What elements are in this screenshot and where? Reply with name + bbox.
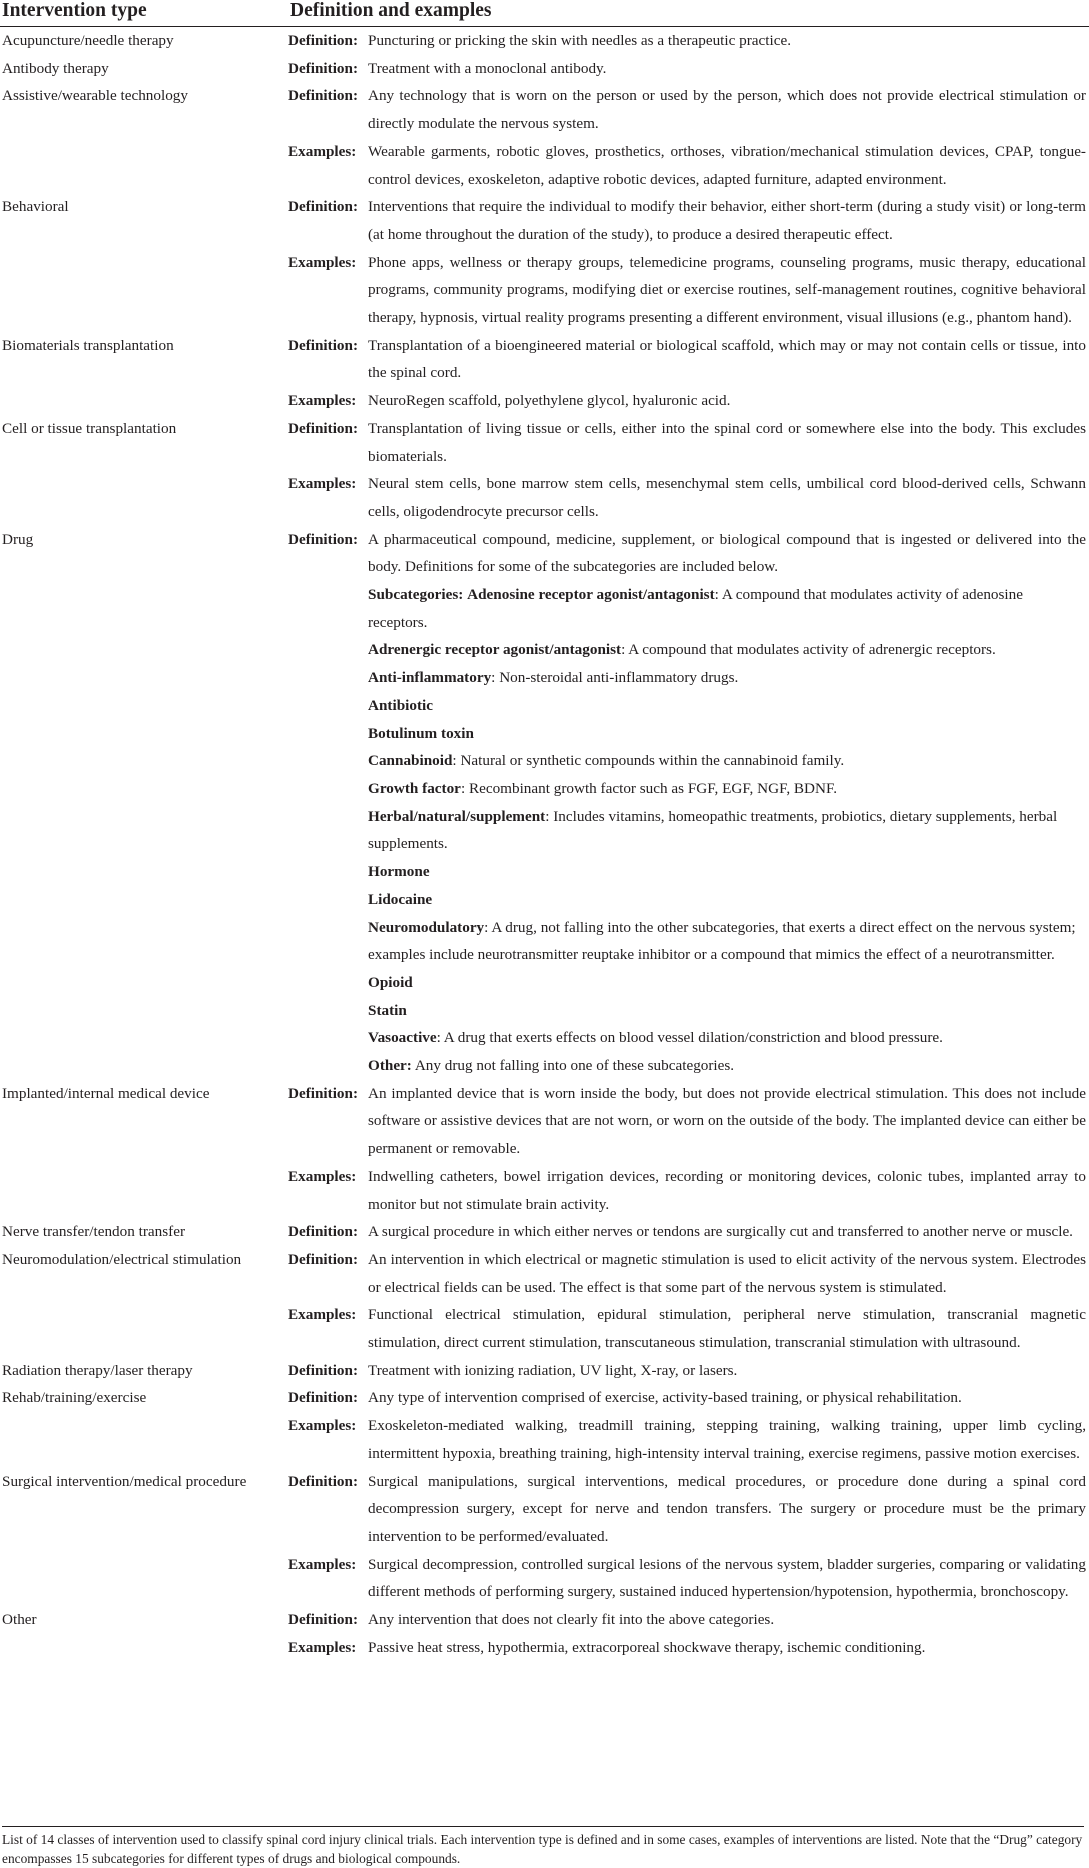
definition-text: An intervention in which electrical or magnetic stimulation is used to elicit activity of the nervous system. Electrodes or electrical fields can be used. The effect is that some part of the nervous system is stimulated.	[368, 1250, 1086, 1296]
intervention-type: Rehab/training/exercise	[2, 1389, 147, 1407]
intervention-type: Assistive/wearable technology	[2, 87, 188, 105]
examples-text: Wearable garments, robotic gloves, prosthetics, orthoses, vibration/mechanical stimulation devices, CPAP, tongue-control devices, exoskeleton, adaptive robotic devices, adapted furniture, adapted environment.	[368, 142, 1086, 188]
subcategory-name: Neuromodulatory	[368, 918, 485, 936]
subcategories-spacer	[288, 581, 368, 1080]
examples-text: Functional electrical stimulation, epidural stimulation, peripheral nerve stimulation, transcranial magnetic stimulation, direct current stimulation, transcutaneous stimulation, transcranial stimulation with ultrasound.	[368, 1306, 1086, 1352]
subcategory-item	[368, 664, 1086, 692]
subcategory-name: Botulinum toxin	[368, 724, 474, 742]
intervention-type: Acupuncture/needle therapy	[2, 32, 174, 49]
definition-text: Any intervention that does not clearly fit into the above categories.	[368, 1611, 775, 1629]
subcategory-list	[368, 581, 1089, 1080]
definition-label: Definition:	[288, 198, 359, 216]
definition-entry	[288, 1606, 1089, 1634]
table-row	[0, 1468, 1089, 1607]
subcategory-item	[368, 775, 1086, 803]
table-row	[0, 55, 1089, 83]
table-row	[0, 332, 1089, 415]
subcategory-name: Adrenergic receptor agonist/antagonist	[368, 641, 622, 659]
intervention-type: Radiation therapy/laser therapy	[2, 1361, 193, 1379]
definition-text: Treatment with ionizing radiation, UV light, X-ray, or lasers.	[368, 1361, 738, 1379]
definition-cell	[288, 193, 1089, 332]
header-intervention-type: Intervention type	[0, 0, 288, 27]
table-row	[0, 1218, 1089, 1246]
subcategory-name: Other:	[368, 1057, 412, 1075]
definition-text: Puncturing or pricking the skin with needles as a therapeutic practice.	[368, 32, 792, 49]
definition-label: Definition:	[288, 530, 359, 548]
examples-entry	[288, 470, 1089, 525]
examples-entry	[288, 387, 1089, 415]
table-row	[0, 1357, 1089, 1385]
subcategory-item	[368, 581, 1086, 636]
examples-text: NeuroRegen scaffold, polyethylene glycol, hyaluronic acid.	[368, 392, 731, 410]
definition-cell	[288, 55, 1089, 83]
definition-label: Definition:	[288, 1361, 359, 1379]
examples-label: Examples:	[288, 475, 357, 493]
subcategory-name: Herbal/natural/supplement	[368, 807, 546, 825]
definition-entry	[288, 415, 1089, 470]
definition-entry	[288, 1357, 1089, 1385]
definition-text: Transplantation of a bioengineered material or biological scaffold, which may or may not contain cells or tissue, into the spinal cord.	[368, 336, 1086, 382]
examples-text: Indwelling catheters, bowel irrigation devices, recording or monitoring devices, colonic tubes, implanted array to monitor but not stimulate brain activity.	[368, 1167, 1086, 1213]
definition-text: Interventions that require the individual to modify their behavior, either short-term (during a study visit) or long-term (at home throughout the duration of the study), to produce a desired therapeutic effect.	[368, 198, 1086, 243]
subcategory-desc: : A drug that exerts effects on blood vessel dilation/constriction and blood pressure.	[436, 1029, 943, 1047]
definition-label: Definition:	[288, 336, 359, 354]
definition-text: Any technology that is worn on the person or used by the person, which does not provide electrical stimulation or directly modulate the nervous system.	[368, 87, 1086, 133]
definition-text: Any type of intervention comprised of exercise, activity-based training, or physical rehabilitation.	[368, 1389, 962, 1407]
subcategory-item	[368, 747, 1086, 775]
definition-label: Definition:	[288, 1250, 359, 1268]
examples-label: Examples:	[288, 253, 357, 271]
examples-entry	[288, 1301, 1089, 1356]
subcategory-name: Lidocaine	[368, 890, 433, 908]
definition-label: Definition:	[288, 32, 359, 49]
definition-label: Definition:	[288, 419, 359, 437]
subcategories-entry	[288, 581, 1089, 1080]
examples-text: Phone apps, wellness or therapy groups, telemedicine programs, counseling programs, music therapy, educational programs, community programs, modifying diet or exercise routines, self-management routines, cognitive behavioral therapy, hypnosis, virtual reality programs presenting a different environment, visual illusions (e.g., phantom hand).	[368, 253, 1086, 327]
examples-text: Passive heat stress, hypothermia, extracorporeal shockwave therapy, ischemic conditioning.	[368, 1638, 926, 1656]
subcategory-item	[368, 886, 1086, 914]
intervention-type: Cell or tissue transplantation	[2, 419, 177, 437]
intervention-type: Neuromodulation/electrical stimulation	[2, 1250, 242, 1268]
definition-label: Definition:	[288, 1389, 359, 1407]
definition-cell	[288, 1357, 1089, 1385]
examples-label: Examples:	[288, 1555, 357, 1573]
subcategory-name: Growth factor	[368, 779, 461, 797]
subcategory-name: Cannabinoid	[368, 752, 453, 770]
examples-entry	[288, 1634, 1089, 1662]
definition-entry	[288, 1468, 1089, 1551]
subcategory-name: Adenosine receptor agonist/antagonist	[467, 586, 715, 604]
definition-label: Definition:	[288, 1223, 359, 1241]
table-row	[0, 415, 1089, 526]
table-row	[0, 82, 1089, 193]
examples-label: Examples:	[288, 1638, 357, 1656]
intervention-type: Surgical intervention/medical procedure	[2, 1472, 247, 1490]
intervention-type: Drug	[2, 530, 34, 548]
definition-text: Transplantation of living tissue or cells, either into the spinal cord or somewhere else into the body. This excludes biomaterials.	[368, 419, 1086, 465]
examples-entry	[288, 1551, 1089, 1606]
definition-cell	[288, 1468, 1089, 1607]
subcategory-desc: : A compound that modulates activity of adrenergic receptors.	[621, 641, 996, 659]
subcategory-item	[368, 997, 1086, 1025]
examples-label: Examples:	[288, 1417, 357, 1435]
intervention-type: Biomaterials transplantation	[2, 336, 174, 354]
subcategories-label: Subcategories:	[368, 586, 464, 604]
intervention-type: Implanted/internal medical device	[2, 1084, 210, 1102]
definition-text: An implanted device that is worn inside the body, but does not provide electrical stimulation. This does not include software or assistive devices that are not worn, or worn on the outside of the body. The implanted device can either be permanent or removable.	[368, 1084, 1086, 1158]
table-header-row	[0, 0, 1089, 27]
header-definition-examples: Definition and examples	[288, 0, 1089, 27]
examples-label: Examples:	[288, 1306, 357, 1324]
table-row	[0, 193, 1089, 332]
definition-label: Definition:	[288, 59, 359, 77]
subcategory-desc: : A drug, not falling into the other subcategories, that exerts a direct effect on the nervous system; examples include neurotransmitter reuptake inhibitor or a compound that mimics the effect of a neurotransmitter.	[368, 918, 1076, 964]
subcategory-name: Anti-inflammatory	[368, 669, 492, 687]
subcategory-desc: : Non-steroidal anti-inflammatory drugs.	[491, 669, 739, 687]
subcategory-name: Hormone	[368, 863, 430, 881]
definition-entry	[288, 332, 1089, 387]
examples-entry	[288, 1412, 1089, 1467]
examples-text: Neural stem cells, bone marrow stem cells, mesenchymal stem cells, umbilical cord blood-derived cells, Schwann cells, oligodendrocyte precursor cells.	[368, 475, 1086, 520]
subcategory-desc: : Includes vitamins, homeopathic treatments, probiotics, dietary supplements, herbal supplements.	[368, 807, 1058, 853]
definition-cell	[288, 27, 1089, 55]
examples-text: Exoskeleton-mediated walking, treadmill training, stepping training, walking training, upper limb cycling, intermittent hypoxia, breathing training, high-intensity interval training, exercise regimens, passive motion exercises.	[368, 1417, 1086, 1462]
examples-label: Examples:	[288, 142, 357, 160]
definition-cell	[288, 1384, 1089, 1467]
subcategory-item	[368, 720, 1086, 748]
definition-text: Surgical manipulations, surgical interventions, medical procedures, or procedure done during a spinal cord decompression surgery, except for nerve and tendon transfers. The surgery or procedure must be the primary intervention to be performed/evaluated.	[368, 1472, 1086, 1545]
table-row	[0, 1384, 1089, 1467]
subcategory-name: Antibiotic	[368, 696, 433, 714]
examples-label: Examples:	[288, 392, 357, 410]
table-row	[0, 1606, 1089, 1661]
definition-entry	[288, 193, 1089, 248]
subcategory-item	[368, 692, 1086, 720]
examples-entry	[288, 1163, 1089, 1218]
definition-entry	[288, 55, 1089, 83]
definition-text: A pharmaceutical compound, medicine, supplement, or biological compound that is ingested or delivered into the body. Definitions for some of the subcategories are included below.	[368, 530, 1086, 576]
definition-label: Definition:	[288, 1611, 359, 1629]
definition-entry	[288, 1246, 1089, 1301]
intervention-type: Behavioral	[2, 198, 69, 216]
definition-cell	[288, 1246, 1089, 1357]
subcategory-item	[368, 636, 1086, 664]
definition-label: Definition:	[288, 87, 359, 105]
subcategory-desc: : A compound that modulates activity of adenosine receptors.	[368, 586, 1023, 631]
definition-entry	[288, 27, 1089, 55]
subcategory-name: Vasoactive	[368, 1029, 437, 1047]
table-row	[0, 27, 1089, 55]
table-row	[0, 1246, 1089, 1357]
definition-text: Treatment with a monoclonal antibody.	[368, 59, 607, 77]
definition-cell	[288, 82, 1089, 193]
intervention-type: Antibody therapy	[2, 59, 109, 77]
definition-label: Definition:	[288, 1472, 359, 1490]
subcategory-item	[368, 858, 1086, 886]
subcategory-item	[368, 1024, 1086, 1052]
examples-label: Examples:	[288, 1167, 357, 1185]
subcategory-desc: : Natural or synthetic compounds within the cannabinoid family.	[452, 752, 845, 770]
intervention-type: Nerve transfer/tendon transfer	[2, 1223, 186, 1241]
subcategory-name: Opioid	[368, 973, 413, 991]
definition-cell	[288, 526, 1089, 1080]
subcategory-desc: : Recombinant growth factor such as FGF, EGF, NGF, BDNF.	[460, 779, 838, 797]
table-row	[0, 526, 1089, 1080]
definition-cell	[288, 1080, 1089, 1219]
definition-text: A surgical procedure in which either nerves or tendons are surgically cut and transferred to another nerve or muscle.	[368, 1223, 1073, 1241]
subcategory-item	[368, 969, 1086, 997]
examples-text: Surgical decompression, controlled surgical lesions of the nervous system, bladder surgeries, comparing or validating different methods of performing surgery, sustained induced hypertension/hypotension, hypothermia, bronchoscopy.	[368, 1555, 1086, 1601]
definition-entry	[288, 82, 1089, 137]
examples-entry	[288, 138, 1089, 193]
definition-cell	[288, 1218, 1089, 1246]
definition-entry	[288, 1218, 1089, 1246]
subcategory-item	[368, 914, 1086, 969]
table-row	[0, 1080, 1089, 1219]
definition-entry	[288, 1080, 1089, 1163]
intervention-type: Other	[2, 1611, 37, 1629]
definition-entry	[288, 1384, 1089, 1412]
table-caption: List of 14 classes of intervention used to classify spinal cord injury clinical trials. Each intervention type is defined and in some cases, examples of interventions are listed. Note that the “Drug” category encompasses 15 subcategories for different types of drugs and biological compounds.	[2, 1826, 1084, 1868]
table-body	[0, 27, 1089, 1662]
definition-label: Definition:	[288, 1084, 359, 1102]
subcategory-name: Statin	[368, 1001, 407, 1019]
examples-entry	[288, 249, 1089, 332]
subcategory-item	[368, 803, 1086, 858]
definition-cell	[288, 332, 1089, 415]
subcategory-item	[368, 1052, 1086, 1080]
subcategory-desc: Any drug not falling into one of these subcategories.	[411, 1057, 735, 1075]
definition-entry	[288, 526, 1089, 581]
definition-cell	[288, 1606, 1089, 1661]
definition-cell	[288, 415, 1089, 526]
